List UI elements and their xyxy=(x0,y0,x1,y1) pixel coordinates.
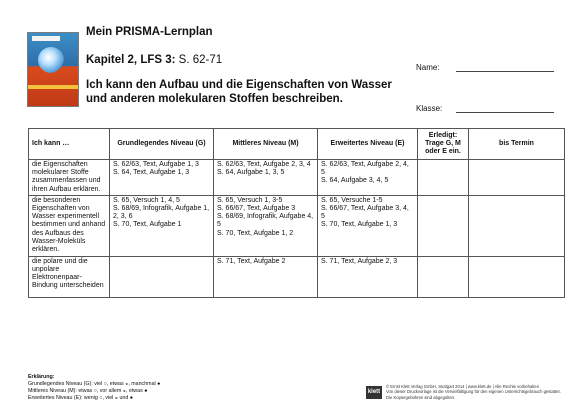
legend xyxy=(28,374,160,402)
prisma-book-cover-image xyxy=(27,32,79,107)
legend-line-mittel: Mittleres Niveau (M): etwas ○, vor allem ◒, etwas ● xyxy=(28,388,148,394)
row2-mittel: S. 65, Versuch 1, 3-5 S. 66/67, Text, Aufgabe 3 S. 68/69, Infografik, Aufgabe 4, 5 S. 70, Text, Aufgabe 1, 2 xyxy=(214,195,318,256)
cover-water-splash-graphic xyxy=(38,47,64,73)
cover-color-band xyxy=(28,85,78,89)
row3-erledigt-cell[interactable] xyxy=(418,256,469,297)
copyright-line: © Ernst Klett Verlag GmbH, Stuttgart 2014 | www.klett.de | Alle Rechte vorbehalten xyxy=(386,384,540,389)
chapter-label: Kapitel 2, LFS 3: xyxy=(86,54,176,66)
klasse-label: Klasse: xyxy=(416,104,443,113)
lernplan-table xyxy=(28,128,565,298)
row2-competence: die besonderen Eigenschaften von Wasser experimentell bestimmen und anhand des Aufbaus des Wasser-Moleküls erklären. xyxy=(29,195,110,256)
header-erledigt: Erledigt: Trage G, M oder E ein. xyxy=(418,129,469,160)
name-label: Name: xyxy=(416,63,440,72)
name-field[interactable] xyxy=(456,71,554,72)
copy-notice: Von dieser Druckvorlage ist die Vervielfältigung für den eigenen Unterrichtsgebrauch gestattet. Die Kopiergebühren sind abgegolten. xyxy=(386,389,561,400)
legend-line-grundlegend: Grundlegendes Niveau (G): viel ○, etwas ◒, manchmal ● xyxy=(28,381,161,387)
header-bis-termin: bis Termin xyxy=(469,129,565,160)
header-mittel: Mittleres Niveau (M) xyxy=(214,129,318,160)
chapter-reference xyxy=(86,54,222,66)
header-ich-kann: Ich kann … xyxy=(29,129,110,160)
klasse-field[interactable] xyxy=(456,112,554,113)
header-grundlegend: Grundlegendes Niveau (G) xyxy=(110,129,214,160)
footer-copyright xyxy=(386,384,566,400)
row1-erledigt-cell[interactable] xyxy=(418,160,469,196)
table-header-row xyxy=(29,129,565,160)
row1-mittel: S. 62/63, Text, Aufgabe 2, 3, 4 S. 64, Aufgabe 1, 3, 5 xyxy=(214,160,318,196)
row3-grundlegend xyxy=(110,256,214,297)
row1-erweitert: S. 62/63, Text, Aufgabe 2, 4, 5 S. 64, Aufgabe 3, 4, 5 xyxy=(318,160,418,196)
row3-competence: die polare und die unpolare Elektronenpaar-Bindung unterscheiden xyxy=(29,256,110,297)
page-title: Mein PRISMA-Lernplan xyxy=(86,26,213,38)
row1-competence: die Eigenschaften molekularer Stoffe zusammenfassen und ihren Aufbau erklären. xyxy=(29,160,110,196)
row3-erweitert: S. 71, Text, Aufgabe 2, 3 xyxy=(318,256,418,297)
cover-brand-bar xyxy=(32,36,60,41)
learning-goal-statement: Ich kann den Aufbau und die Eigenschaften von Wasser und anderen molekularen Stoffen beschreiben. xyxy=(86,79,392,105)
row2-erweitert: S. 65, Versuche 1-5 S. 66/67, Text, Aufgabe 3, 4, 5 S. 70, Text, Aufgabe 1, 3 xyxy=(318,195,418,256)
table-row xyxy=(29,195,565,256)
header-erweitert: Erweitertes Niveau (E) xyxy=(318,129,418,160)
row2-termin-cell[interactable] xyxy=(469,195,565,256)
row1-termin-cell[interactable] xyxy=(469,160,565,196)
klett-logo: klett xyxy=(366,386,382,399)
row2-grundlegend: S. 65, Versuch 1, 4, 5 S. 68/69, Infografik, Aufgabe 1, 2, 3, 6 S. 70, Text, Aufgabe 1 xyxy=(110,195,214,256)
row1-grundlegend: S. 62/63, Text, Aufgabe 1, 3 S. 64, Text, Aufgabe 1, 3 xyxy=(110,160,214,196)
table-row xyxy=(29,160,565,196)
row3-termin-cell[interactable] xyxy=(469,256,565,297)
row2-erledigt-cell[interactable] xyxy=(418,195,469,256)
table-row xyxy=(29,256,565,297)
legend-line-erweitert: Erweitertes Niveau (E): wenig ○, viel ◒ und ● xyxy=(28,395,133,401)
chapter-pages: S. 62-71 xyxy=(175,54,223,66)
row3-mittel: S. 71, Text, Aufgabe 2 xyxy=(214,256,318,297)
legend-title: Erklärung: xyxy=(28,374,55,380)
